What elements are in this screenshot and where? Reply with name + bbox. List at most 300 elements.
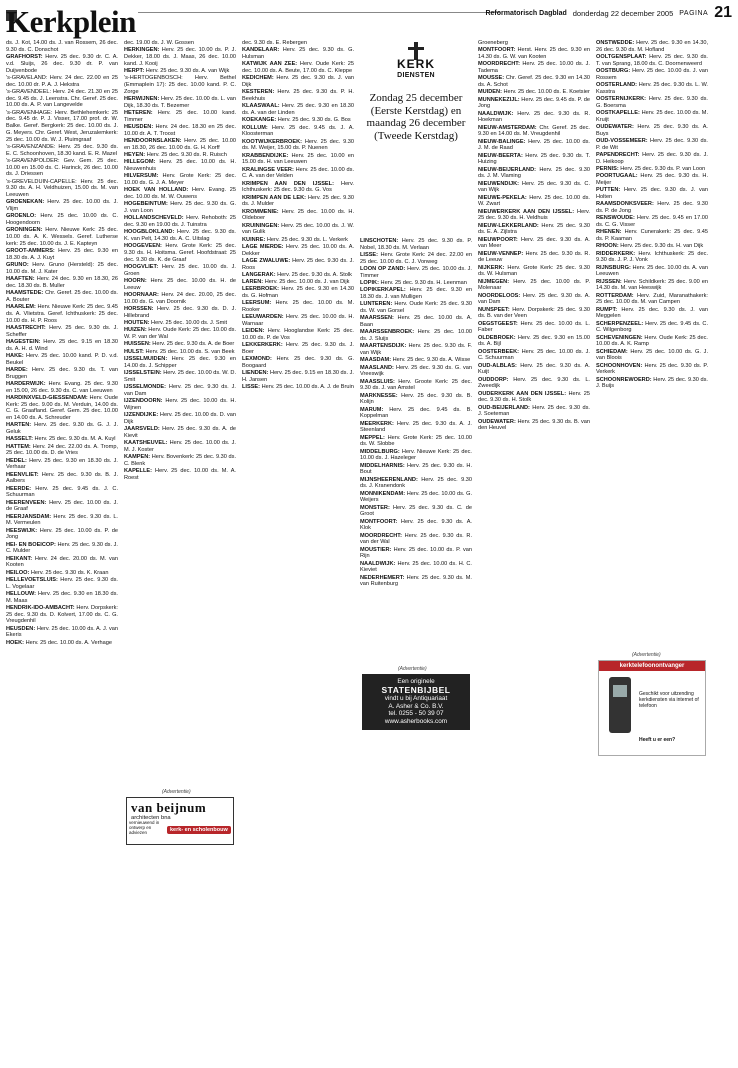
service-times: Herv. 25 dec. 9.30 ds. G. van Vreeswijk — [360, 364, 472, 378]
place-name: HOOGEVEEN: — [124, 243, 162, 250]
place-name: ONSTWEDDE: — [596, 40, 635, 46]
service-times: Herv. 25 dec. 9.30 ds. J. C. Mulder — [6, 541, 118, 555]
place-name: HEDEL: — [6, 457, 27, 464]
listing-entry — [478, 111, 590, 125]
listing-entry — [124, 124, 236, 138]
place-name: OUD-BEIJERLAND: — [478, 404, 530, 411]
listing-entry — [596, 166, 708, 173]
listing-entry — [360, 357, 472, 364]
service-times: Herv. Ichthuskerk: 25 dec. 9.30 ds. J. P. J. Vonk — [596, 250, 708, 264]
place-name: IJZENDOORN: — [124, 397, 163, 404]
listing-entry — [596, 138, 708, 152]
service-times: Herv. 25 dec. 10.00 ds. J. Tadema — [478, 61, 590, 74]
place-name: HOOGBLOKLAND: — [124, 229, 175, 236]
listing-entry — [478, 391, 590, 405]
place-name: OOSTKAPELLE: — [596, 110, 640, 116]
cross-bar-icon — [408, 47, 424, 50]
service-times: Herv. 25 dec. 9.30 ds. J. Boer — [242, 342, 354, 355]
listing-entry — [242, 181, 354, 195]
listing-entry: Groeneberg — [478, 40, 508, 46]
place-name: RENSWOUDE: — [596, 215, 635, 222]
kerkdiensten-box — [360, 42, 472, 230]
listing-entry — [360, 379, 472, 393]
service-times: Herv. 25 dec. 10.00 ds. J. van Rossem — [596, 68, 708, 81]
place-name: HERWIJNEN: — [124, 96, 160, 102]
service-times: Herv. 25 dec. 10.00 ds. A. Baan — [360, 315, 472, 328]
service-times: Herv. 25 dec. 10.00 ds. E. Koetsier — [501, 89, 590, 96]
service-times: Herv. 25 dec. 9.30 ds. M. A. Kuyl — [32, 436, 116, 443]
listing-entry — [124, 68, 236, 75]
service-times: Herv. 24 dec. 18.30 en 25 dec. 10.00 dr. A. T. Troost — [124, 124, 236, 137]
place-name: IJSSELSTEIN: — [124, 369, 162, 376]
listing-entry — [360, 238, 472, 252]
service-times: Chr. Geref. 25 dec. 9.30 en 14.30 ds. A. Schot — [478, 75, 590, 88]
van-beijnum-ad[interactable] — [126, 797, 234, 845]
listing-entry — [478, 47, 590, 61]
service-times: Herv. 25 dec. 10.00 ds. J. Smit — [149, 320, 228, 326]
ad-line6: www.asherbooks.com — [384, 717, 448, 725]
listing-entry — [124, 215, 236, 229]
listing-entry: dec. 19.00 ds. J. W. Gossen — [124, 40, 194, 46]
place-name: HOGEBEINTUM: — [124, 201, 168, 208]
place-name: OUD-VOSSEMEER: — [596, 138, 648, 144]
listing-entry — [478, 307, 590, 321]
listing-entry — [242, 370, 354, 384]
listing-entry — [596, 110, 708, 124]
service-times: Herv. 25 dec. 10.00 ds. P. de Jong — [6, 527, 118, 541]
service-times: Herv. 25 dec. 9.30 ds. P. H. Beekhuis — [242, 89, 354, 102]
place-name: LISSE: — [242, 384, 261, 391]
place-name: HOORNAAR: — [124, 292, 159, 298]
place-name: HEERENVEEN: — [6, 499, 47, 506]
listing-entry — [596, 215, 708, 229]
place-name: MOUSTIER: — [360, 546, 392, 553]
listing-entry — [6, 339, 118, 353]
service-times: Herv. 25 dec. 9.30 ds. M. Weijer, 15.00 ds. P. Nuenen — [242, 138, 354, 152]
ad-line4: A. Asher & Co. B.V. — [388, 702, 444, 710]
listing-entry — [360, 575, 472, 589]
place-name: HAKE: — [6, 352, 24, 359]
listing-entry — [124, 187, 236, 201]
service-times: Herv. Grote Kerk: 25 dec. 10.00 ds. G. J. A. Meyer — [124, 173, 236, 186]
service-times: Herv. 25 dec. 9.30 ds. J. van Dam — [124, 383, 236, 397]
service-times: Herv. Nieuwe Kerk: 25 dec. 10.00 ds. J. Hazeleger — [360, 448, 472, 462]
service-times: Herv. 25 dec. 10.00 ds. A. J. de Bruin — [260, 384, 354, 391]
listing-entry — [478, 335, 590, 349]
listing-entry — [6, 570, 118, 577]
service-times: Chr. Geref. 25 dec. 10.00 ds. A. Bouter — [6, 290, 118, 303]
service-times: Herv. Bovenkerk: 25 dec. 9.30 ds. C. Blenk — [124, 453, 236, 467]
service-times: Herv. 25 dec. 9.30 ds. A. J. Steenland — [360, 420, 472, 434]
place-name: LEEUWARDEN: — [242, 314, 284, 321]
statenbijbel-ad[interactable] — [362, 674, 470, 730]
place-name: SCHEVENINGEN: — [596, 334, 643, 341]
service-times: Herv. 25 dec. 9.30 en 14.30, 26 dec. 9.30 ds. M. Hofland — [596, 40, 708, 53]
service-times: Herv. Oude Kerk: 25 dec. 10.00 ds. A. Beute, 17.00 ds. C. Kleppe — [242, 61, 354, 74]
service-times: Herv. 25 dec. 9.30 en 18.30 ds. J. Verhaar — [6, 457, 118, 471]
place-name: HUIZEN: — [124, 327, 147, 334]
service-times: Herv. 25 dec. 10.00 ds. H. Oldeboer — [242, 208, 354, 222]
listing-entry — [6, 367, 118, 381]
place-name: HOEK: — [6, 639, 25, 646]
listing-entry — [478, 89, 590, 96]
service-times: Herv. Grote Kerk: 25 dec. 10.00 ds. W. Slobbe — [360, 434, 472, 448]
place-name: NAALDWIJK: — [360, 560, 396, 567]
service-times: Herv. Dorpskerk: 25 dec. 9.30 ds. D. Kolvert, 17.00 ds. C. G. Vreugdenhil — [6, 604, 118, 625]
place-name: LOON OP ZAND: — [360, 266, 406, 272]
place-name: HULST: — [124, 348, 144, 355]
beijnum-name: van beijnum — [131, 800, 207, 815]
listing-entry — [242, 103, 354, 117]
place-name: HOUTEN: — [124, 320, 150, 326]
service-times: Herv. 25 dec. 9.30 ds. J. D. Heikoop — [596, 152, 708, 165]
listing-entry — [242, 89, 354, 103]
place-name: HEYEN: — [124, 152, 146, 158]
listing-entry — [242, 286, 354, 300]
service-times: Herv. 25 dec. 9.30 ds. A. Kuijt — [478, 362, 590, 376]
service-times: Herv. 25 dec. 10.00 ds. M. Rooker — [242, 300, 354, 313]
place-name: HEESWIJK: — [6, 527, 38, 534]
listing-entry — [6, 542, 118, 556]
column-4 — [360, 238, 472, 1060]
place-name: HEILOO: — [6, 569, 30, 576]
listing-entry — [124, 341, 236, 348]
service-times: Herv. 25 dec. 10.00 ds. S. van Beek — [143, 348, 235, 355]
listing-entry — [360, 505, 472, 519]
listing-entry — [124, 173, 236, 187]
ad-line1: Een originele — [397, 678, 435, 685]
listing-entry — [478, 75, 590, 89]
place-name: NAALDWIJK: — [478, 110, 514, 117]
service-times: Herv. Groote Kerk: 25 dec. 9.30 ds. J. van Amstel — [360, 378, 472, 392]
service-times: Herv. 25 dec. 9.30 ds. B. J. Aalbers — [6, 471, 118, 485]
page-header — [0, 0, 738, 40]
service-times: Herv. 25 dec. 10.00 ds. J. W. van Gulik — [242, 222, 354, 236]
service-times: Herv. Zuid, Maranathakerk: 25 dec. 10.00 ds. M. van Campen — [596, 292, 708, 306]
place-name: HEERJANSDAM: — [6, 513, 52, 520]
service-times: Herv. 25 dec. 10.00 ds. J. M. de Raad — [478, 138, 590, 152]
place-name: OUDDORP: — [478, 376, 509, 383]
place-name: LAGE ZWALUWE: — [242, 257, 291, 264]
place-name: MIDDELHARNIS: — [360, 462, 405, 469]
service-times: Herv. 24 dec. 22.00 ds. A. Tromp, 25 dec. 10.00 ds. D. de Vries — [6, 443, 118, 457]
listing-entry — [124, 264, 236, 278]
service-times: Herv. 25 dec. 9.30 dr. C. A. v.d. Sluijs, 26 dec. 9.30 dr. P. van Duijvenbode — [6, 54, 118, 74]
place-name: HOOGVLIET: — [124, 264, 159, 270]
place-name: HARDINXVELD-GIESSENDAM: — [6, 394, 88, 401]
service-times: Herv. 25 dec. 10.00 ds. P. J. Dekker, 18.00 ds. J. Maas, 26 dec. 10.00 kand. J. Kooij — [124, 47, 236, 67]
service-times: Herv. 25 dec. 9.30 ds. J. Roos — [242, 257, 354, 271]
place-name: MEERKERK: — [360, 420, 394, 427]
place-name: HILLEGOM: — [124, 159, 156, 166]
place-name: IJZENDIJKE: — [124, 411, 159, 418]
place-name: KUINRE: — [242, 236, 266, 243]
place-name: HAARLEM: — [6, 304, 36, 310]
place-name: HEUSDEN: — [6, 625, 36, 632]
service-times: Herv. 25 dec. 9.30 ds. G. Hulsman — [242, 47, 354, 60]
kerktelefoon-ad[interactable] — [598, 660, 706, 756]
listing-entry: ds. J. Kot, 14.00 ds. J. van Rossem, 26 dec. 9.30 ds. C. Donschot — [6, 40, 118, 53]
service-times: Herv. 25 dec. 10.00 ds. H. C. Kieviet — [360, 560, 472, 574]
ad-line5: tel. 0255 - 50 39 07 — [388, 710, 444, 717]
service-times: Herv. 25 dec. 9.30 ds. G. J. J. Geluk — [6, 422, 118, 435]
place-name: RIJNSBURG: — [596, 264, 631, 271]
listing-entry — [242, 125, 354, 139]
service-times: Herv. 25 dec. 9.30 ds. K. Kraan — [29, 569, 109, 576]
listing-entry — [6, 514, 118, 528]
service-times: Herv. 25 dec. 10.00 ds. J. Sluijs — [360, 329, 472, 342]
header-rule — [138, 12, 500, 13]
listing-entry — [6, 290, 118, 304]
place-name: GROENEKAN: — [6, 199, 45, 206]
service-times: Herv. 25 dec. 9.30 ds. R. de Leeuw — [478, 250, 590, 264]
place-name: MIDDELBURG: — [360, 448, 400, 455]
listing-entry — [478, 153, 590, 167]
service-times: Herv. 25 dec. 9.30 ds. A. Wisse — [391, 357, 471, 364]
listing-entry — [6, 353, 118, 367]
service-times: Herv. 25 dec. 9.30 ds. G. J. van Loon — [124, 201, 236, 214]
service-times: Herv. 25 dec. 9.45 ds. J. C. Schuurman — [6, 485, 118, 499]
service-times: Herv. 25 dec. 9.30 ds. L. Zweedijk — [478, 376, 590, 390]
service-times: Herv. 25 dec. 10.00 ds. W. D. Smit — [124, 369, 236, 383]
place-name: KATWIJK AAN ZEE: — [242, 61, 298, 68]
service-times: Herv. 25 dec. 10.00 ds. L. van Dijk, 18.30 ds. T. Bezemer — [124, 96, 236, 109]
service-times: Chr. Geref. 25 dec. 9.30 en 14.00 ds. M. Vreugdenhil — [478, 124, 590, 138]
service-times: Herv. 25 dec. 9.30 ds. J. M. Vlaming — [478, 166, 590, 180]
place-name: GRUNO: — [6, 262, 29, 268]
service-times: Herv. 24 dec. 9.30 en 18.30, 26 dec. 18.30 ds. B. Muller — [6, 276, 118, 289]
service-times: Herv. 25 dec. 9.30 ds. J. van Meggelen — [596, 306, 708, 320]
service-times: Herv. 25 dec. 9.30 en 18.30 ds. M. Maas — [6, 590, 118, 604]
service-times: Herv. Oude Kerk: 25 dec. 9.30 ds. W. van Gorsel — [360, 301, 472, 314]
service-times: Herv. 25 dec. 9.30 ds. H. van Dijk — [618, 243, 704, 250]
listing-entry — [124, 370, 236, 384]
service-times: Herv. Ichthuskerk: 25 dec. 9.30 ds. G. Vos — [242, 180, 354, 194]
listing-entry — [360, 547, 472, 561]
page-number: 21 — [714, 4, 732, 21]
listing-entry — [124, 349, 236, 356]
service-times: Herv. 25 dec. 9.30 ds. H. Stolk — [478, 390, 590, 404]
place-name: LUNTEREN: — [360, 301, 393, 308]
service-times: Herv. 25 dec. 9.30 ds. E. A. Zijlstra — [478, 222, 590, 236]
place-name: LOPIK: — [360, 280, 379, 286]
listing-entry — [124, 159, 236, 173]
place-name: HAASTRECHT: — [6, 324, 46, 331]
listing-entry — [124, 278, 236, 292]
listing-entry — [596, 293, 708, 307]
listing-entry — [242, 300, 354, 314]
page-title: Kerkplein — [6, 4, 136, 39]
listing-entry — [242, 279, 354, 286]
listing-entry — [360, 407, 472, 421]
listing-entry — [478, 419, 590, 433]
service-times: Herv. 25 dec. 9.30 ds. R. van der Wal — [360, 532, 472, 546]
place-name: NUNSPEET: — [478, 306, 510, 313]
column-3 — [242, 40, 354, 1060]
place-name: LOPIKERKAPEL: — [360, 287, 406, 294]
place-name: LAGE MIERDE: — [242, 243, 284, 250]
service-times: Herv. 25 dec. 9.45 ds. P. de Jong — [478, 96, 590, 110]
service-times: Herv. 25 dec. 10.00 ds. A. Dekker — [242, 243, 354, 257]
service-times: Herv. 25 dec. 10.00 ds. A. van Leeuwen — [596, 264, 708, 278]
place-name: HORSSEN: — [124, 306, 154, 312]
listing-entry — [360, 343, 472, 357]
place-name: NIEUW-BALINGE: — [478, 138, 526, 145]
place-name: MONTFOORT: — [478, 47, 516, 54]
service-times: Herv. 25 dec. 9.30 ds. H. Bout — [360, 462, 472, 476]
kerkdiensten-logo-text — [394, 58, 438, 82]
listing-entry — [6, 458, 118, 472]
listing-entry — [124, 412, 236, 426]
place-name: HERKINGEN: — [124, 47, 160, 54]
listing-entry — [360, 519, 472, 533]
listing-entry — [478, 237, 590, 251]
listing-entry — [124, 96, 236, 110]
place-name: MAASDAM: — [360, 357, 392, 364]
service-times: Herv. 25 dec. 10.00 ds. W. Zwart — [478, 194, 590, 208]
issue-date: donderdag 22 december 2005 — [572, 8, 674, 18]
place-name: OOSTERLAND: — [596, 82, 638, 88]
place-name: NIEUW-LEKKERLAND: — [478, 222, 539, 229]
listing-entry — [360, 477, 472, 491]
service-times: Herv. 25 dec. 10.00 ds. H. Wijnen — [124, 397, 236, 411]
listing-entry — [6, 325, 118, 339]
service-times: Herv. 25 dec. 9.30 en 14.30 ds. G. Hofman — [242, 286, 354, 299]
beijnum-side-text: vernieuwend in ontwerp en adviezen — [129, 820, 160, 835]
listing-entry — [242, 258, 354, 272]
listing-entry: dec. 9.30 ds. E. Rebergen — [242, 40, 307, 46]
listing-entry — [6, 640, 118, 647]
service-times: Herv. 25 dec. 10.00 ds. C. A. van der Velden — [242, 166, 354, 180]
service-times: Herv. 25 dec. 10.00 ds. M. Kruijt — [596, 110, 708, 123]
listing-entry — [478, 125, 590, 139]
service-times: Herv. 25 dec. 9.30 ds. J. Mulder — [242, 194, 354, 208]
listing-entry — [478, 223, 590, 237]
listing-entry — [242, 75, 354, 89]
listing-entry — [6, 436, 118, 443]
service-times: Herv. 25 dec. 9.30 ds. C. de Groot — [360, 504, 472, 518]
service-times: Herv. 25 dec. 10.00 ds. G. Weijers — [360, 490, 472, 504]
listing-entry — [478, 139, 590, 153]
service-times: Herv. 25 dec. 10.00 ds. H. de Leeuw — [124, 278, 236, 291]
service-times: Herv. 25 dec. 10.00 ds. J. van Dijk — [263, 279, 350, 285]
place-name: GROOT-AMMERS: — [6, 248, 55, 254]
listing-entry — [6, 556, 118, 570]
service-times: Herv. 25 dec. 9.15 en 18.30 ds. A. H. d. Wind — [6, 338, 118, 352]
service-times: Herv. 25 dec. 10.00 ds. J. Groen — [124, 264, 236, 277]
service-times: Herv. 25 dec. 9.30 ds. J. van Dijk — [242, 75, 354, 88]
listing-entry — [478, 251, 590, 265]
service-times: Herv. Schildkerk: 25 dec. 9.00 en 14.30 ds. M. van Heeswijk — [596, 278, 708, 292]
place-name: MEPPEL: — [360, 434, 385, 441]
listing-entry — [596, 54, 708, 68]
listing-entry — [124, 292, 236, 306]
listing-entry — [124, 243, 236, 263]
place-name: RUMPT: — [596, 306, 618, 313]
listing-entry — [596, 349, 708, 363]
listing-entry — [124, 229, 236, 243]
service-times: Herv. 25 dec. 9.30 ds. R. Hoekman — [478, 110, 590, 124]
place-name: LANGERAK: — [242, 271, 276, 278]
place-name: KAMPEN: — [124, 453, 151, 460]
service-times: Herv. 25 dec. 9.30 ds. L. Vogelaar — [6, 576, 118, 590]
service-times: Herv. 25 dec. 9.30 ds. B. Kolijn — [360, 392, 472, 406]
service-times: Herv. 25 dec. 10.00 ds. H. Nieuwenhuis — [124, 159, 236, 172]
service-times: Herv. 25 dec. 10.00 ds. J. Vlijm — [6, 199, 118, 212]
service-times: Herv. Rehoboth: 25 dec. 9.30 en 19.00 ds. J. Tuinstra — [124, 215, 236, 228]
service-times: Herv. Nieuwe Kerk: 25 dec. 9.45 ds. A. Vlietstra. Geref. Ichthuskerk: 25 dec. 10.00 ds. H. P. Roos — [6, 304, 118, 324]
listing-entry — [360, 463, 472, 477]
listing-entry — [360, 252, 472, 266]
listing-entry — [242, 237, 354, 244]
listing-entry — [6, 444, 118, 458]
listing-entry — [6, 500, 118, 514]
listing-entry — [596, 321, 708, 335]
listing-entry — [242, 139, 354, 153]
place-name: MAARTENSDIJK: — [360, 343, 407, 350]
place-name: SCHOONREWOERD: — [596, 376, 652, 383]
listing-entry — [6, 528, 118, 542]
service-times: Herv. 25 dec. 10.00 ds. J. M. J. Koster — [124, 439, 236, 453]
listing-entry — [6, 591, 118, 605]
listing-entry — [478, 293, 590, 307]
service-times: Herv. 25 dec. 10.00 kand. P. D. v.d. Beukel — [6, 352, 118, 366]
header-meta — [485, 4, 732, 22]
listing-entry — [6, 395, 118, 422]
listing-entry: 's-HERTOGENBOSCH: Herv. Bethel (Emmaplein 17): 25 dec. 10.00 kand. P. C. Zorge — [124, 75, 236, 95]
service-times: Herv. Grote Kerk: 25 dec. 9.30 ds. W. Hulsman — [478, 264, 590, 278]
service-times: Herv. 25 dec. 10.00 ds. J. Timmer — [360, 266, 472, 279]
place-name: RAAMSDONKSVEER: — [596, 201, 654, 208]
listing-entry — [478, 363, 590, 377]
place-name: NIEUW-BEIJERLAND: — [478, 166, 536, 173]
listing-entry — [596, 152, 708, 166]
place-name: NIEUW-VENNEP: — [478, 250, 524, 257]
place-name: LINSCHOTEN: — [360, 238, 399, 244]
service-times: Herv. 25 dec. 10.00 kand. Timmer — [124, 110, 236, 123]
place-name: MAARSSEN: — [360, 315, 394, 322]
listing-entry — [596, 173, 708, 187]
place-name: NIEUWPOORT: — [478, 236, 518, 243]
listing-entry — [6, 486, 118, 500]
listing-entry — [124, 384, 236, 398]
place-name: NOORDELOOS: — [478, 292, 521, 299]
place-name: ROTTERDAM: — [596, 292, 634, 299]
listing-entry — [124, 440, 236, 454]
place-name: MARKNESSE: — [360, 392, 398, 399]
place-name: MOORDRECHT: — [360, 532, 402, 539]
place-name: NIJMEGEN: — [478, 278, 510, 285]
service-times: Herv. 25 dec. 9.30 en 18.30 ds. A. J. Kuyt — [6, 248, 118, 261]
service-times: Herv. 25 dec. 9.30 ds. G. Boersma — [596, 96, 708, 109]
service-times: Herv. 25 dec. 9.30 ds. P. de Jong — [596, 201, 708, 214]
listing-entry — [360, 491, 472, 505]
listing-entry — [124, 454, 236, 468]
place-name: HEUSDEN: — [124, 124, 154, 130]
place-name: IJSSELMONDE: — [124, 383, 166, 390]
service-times: Herv. 25 dec. 9.15 en 18.30 ds. J. H. Jansen — [242, 370, 354, 383]
place-name: OUDEWATER: — [596, 124, 634, 130]
service-times: Herv. 25 dec. 10.00 ds. A. J. van Ekeris — [6, 625, 118, 639]
place-name: GROENLO: — [6, 213, 37, 220]
place-name: GRAFHORST: — [6, 54, 43, 60]
listing-entry — [124, 426, 236, 440]
place-name: HARDE: — [6, 366, 28, 373]
listing-entry — [242, 314, 354, 328]
place-name: HELLEVOETSLUIS: — [6, 576, 58, 583]
ad-line2: STATENBIJBEL — [381, 684, 451, 695]
listing-entry — [242, 209, 354, 223]
